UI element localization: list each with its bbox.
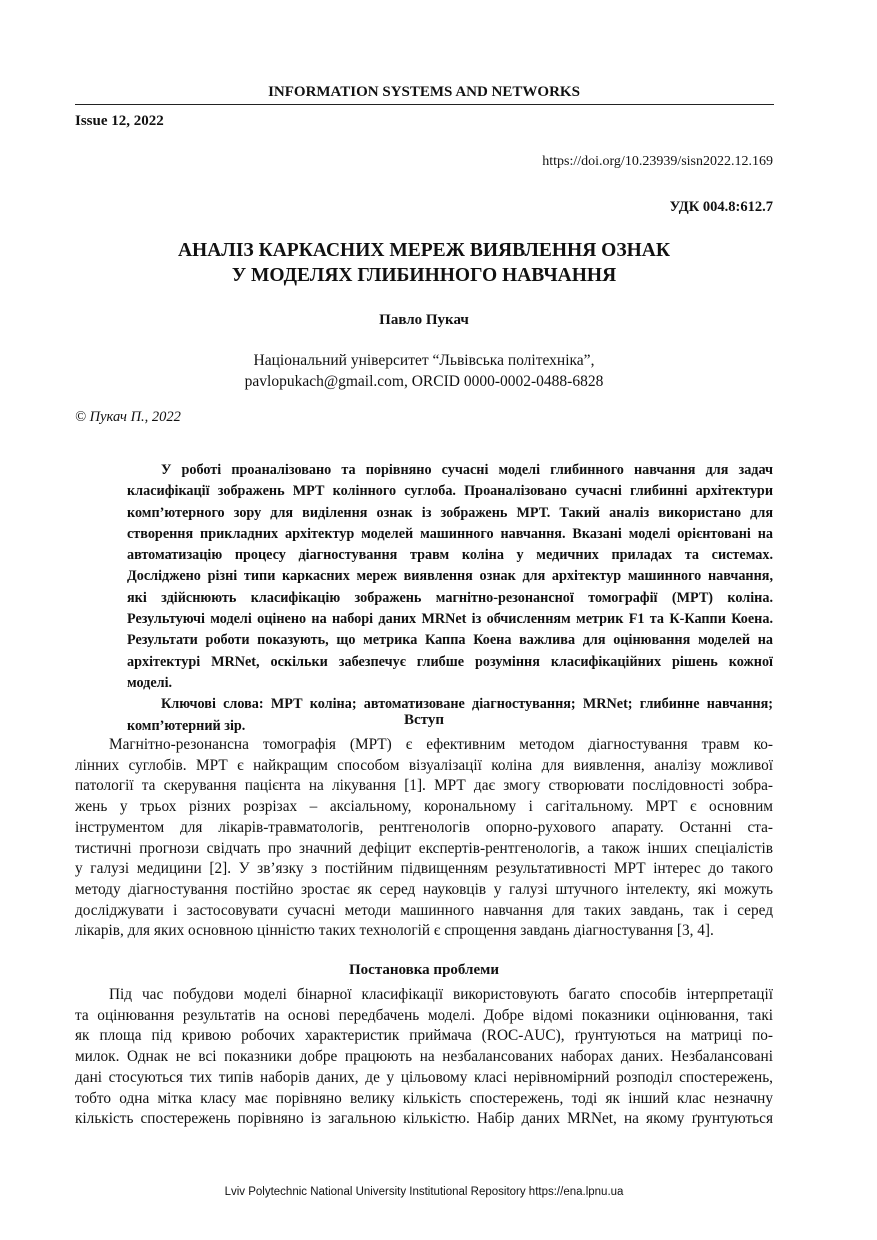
- author-name: Павло Пукач: [379, 312, 469, 328]
- text-line: тистичні прогнози свідчать про значний дефіцит експертів-рентгенологів, а також інших спеціалістів: [75, 839, 773, 857]
- header-divider: [75, 104, 774, 105]
- text-line: милок. Однак не всі показники добре працюють на незбалансованих наборах даних. Незбалансовані: [75, 1048, 773, 1066]
- text-line: методу діагностування постійно зростає як серед науковців у галузі штучного інтелекту, які можуть: [75, 880, 773, 898]
- text-line: класифікації зображень МРТ колінного суглоба. Проаналізовано сучасні глибинні архітектури: [127, 483, 773, 500]
- text-line: Результати роботи показують, що метрика Каппа Коена важлива для оцінювання моделей на: [127, 632, 773, 649]
- text-line: комп’ютерного зору для виділення ознак із зображень МРТ. Такий аналіз використано для: [127, 504, 773, 521]
- text-line: як площа під кривою робочих характеристик приймача (ROC-AUC), ґрунтуються на матриці по-: [75, 1027, 773, 1045]
- text-line: патології та скерування пацієнта на лікування [1]. МРТ дає змогу створювати послідовності зобра-: [75, 777, 773, 795]
- text-line: лікарів, для яких основною цінністю таких технологій є спрощення завдань діагностування [3, 4].: [75, 922, 714, 940]
- text-line: Результуючі моделі оцінено на наборі даних MRNet із обчисленням метрик F1 та К-Каппи Коена.: [127, 611, 773, 628]
- text-line: кількість спостережень порівняно із загальною кількістю. Набір даних MRNet, на якому ґрунтуються: [75, 1110, 773, 1128]
- text-line: дані стосуються тих типів наборів даних, де у цільовому класі нерівномірний розподіл спостережень,: [75, 1068, 773, 1086]
- section-body: [75, 735, 773, 942]
- text-line: які здійснюють класифікацію зображень магнітно-резонансної томографії (МРТ) коліна.: [127, 589, 773, 606]
- doi-link[interactable]: https://doi.org/10.23939/sisn2022.12.169: [542, 154, 773, 169]
- section-heading: Вступ: [404, 712, 444, 728]
- text-line: автоматизацію процесу діагностування травм коліна у медичних приладах та системах.: [127, 547, 773, 564]
- journal-name: INFORMATION SYSTEMS AND NETWORKS: [268, 84, 580, 100]
- text-line: інструментом для лікарів-травматологів, рентгенологів опорно-рухового апарату. Останні ста-: [75, 818, 773, 836]
- text-line: жень у трьох різних розрізах – аксіальному, корональному і сагітальному. МРТ є основним: [75, 798, 773, 816]
- title-line: АНАЛІЗ КАРКАСНИХ МЕРЕЖ ВИЯВЛЕННЯ ОЗНАК: [177, 240, 671, 261]
- text-line: тобто одна мітка класу має порівняно велику кількість спостережень, тоді як інший клас незначну: [75, 1089, 773, 1107]
- text-line: архітектурі MRNet, оскільки забезпечує глибше розуміння класифікаційних рішень кожної: [127, 653, 773, 670]
- affiliation-line: Національний університет “Львівська політехніка”,: [253, 352, 595, 369]
- text-line: створення прикладних архітектур моделей машинного навчання. Вказані моделі орієнтовані на: [127, 525, 773, 542]
- section-heading: Постановка проблеми: [349, 962, 499, 978]
- text-line: Магнітно-резонансна томографія (МРТ) є ефективним методом діагностування травм ко-: [109, 736, 773, 753]
- text-line: Під час побудови моделі бінарної класифікації використовують багато способів інтерпретації: [109, 986, 773, 1003]
- issue-label: Issue 12, 2022: [75, 113, 164, 129]
- text-line: моделі.: [127, 674, 173, 691]
- paper-title: [75, 238, 773, 288]
- repository-footer: Lviv Polytechnic National University Institutional Repository https://ena.lpnu.ua: [224, 1186, 624, 1198]
- section-body: [75, 985, 773, 1130]
- text-line: У роботі проаналізовано та порівняно сучасні моделі глибинного навчання для задач: [161, 462, 773, 478]
- title-line: У МОДЕЛЯХ ГЛИБИННОГО НАВЧАННЯ: [231, 265, 617, 286]
- text-line: досліджувати і застосовувати сучасні методи машинного навчання для таких завдань, так і серед: [75, 901, 773, 919]
- text-line: лінних суглобів. МРТ є найкращим способом візуалізації коліна для виявлення, аналізу можливої: [75, 756, 773, 774]
- affiliation-line: pavlopukach@gmail.com, ORCID 0000-0002-0488-6828: [244, 373, 604, 390]
- text-line: комп’ютерний зір.: [127, 717, 246, 734]
- text-line: Ключові слова: МРТ коліна; автоматизоване діагностування; MRNet; глибинне навчання;: [161, 696, 773, 713]
- text-line: Досліджено різні типи каркасних мереж виявлення ознак для архітектур машинного навчання,: [127, 568, 773, 585]
- text-line: та оцінювання результатів на основі передбачень моделі. Добре відомі показники оцінювання, такі: [75, 1006, 773, 1024]
- udk-code: УДК 004.8:612.7: [669, 199, 773, 215]
- copyright: © Пукач П., 2022: [75, 409, 181, 425]
- text-line: у галузі медицини [2]. У зв’язку з постійним підвищенням результативності МРТ інтерес до такого: [75, 860, 773, 878]
- abstract: [127, 460, 773, 737]
- affiliation: [75, 350, 773, 392]
